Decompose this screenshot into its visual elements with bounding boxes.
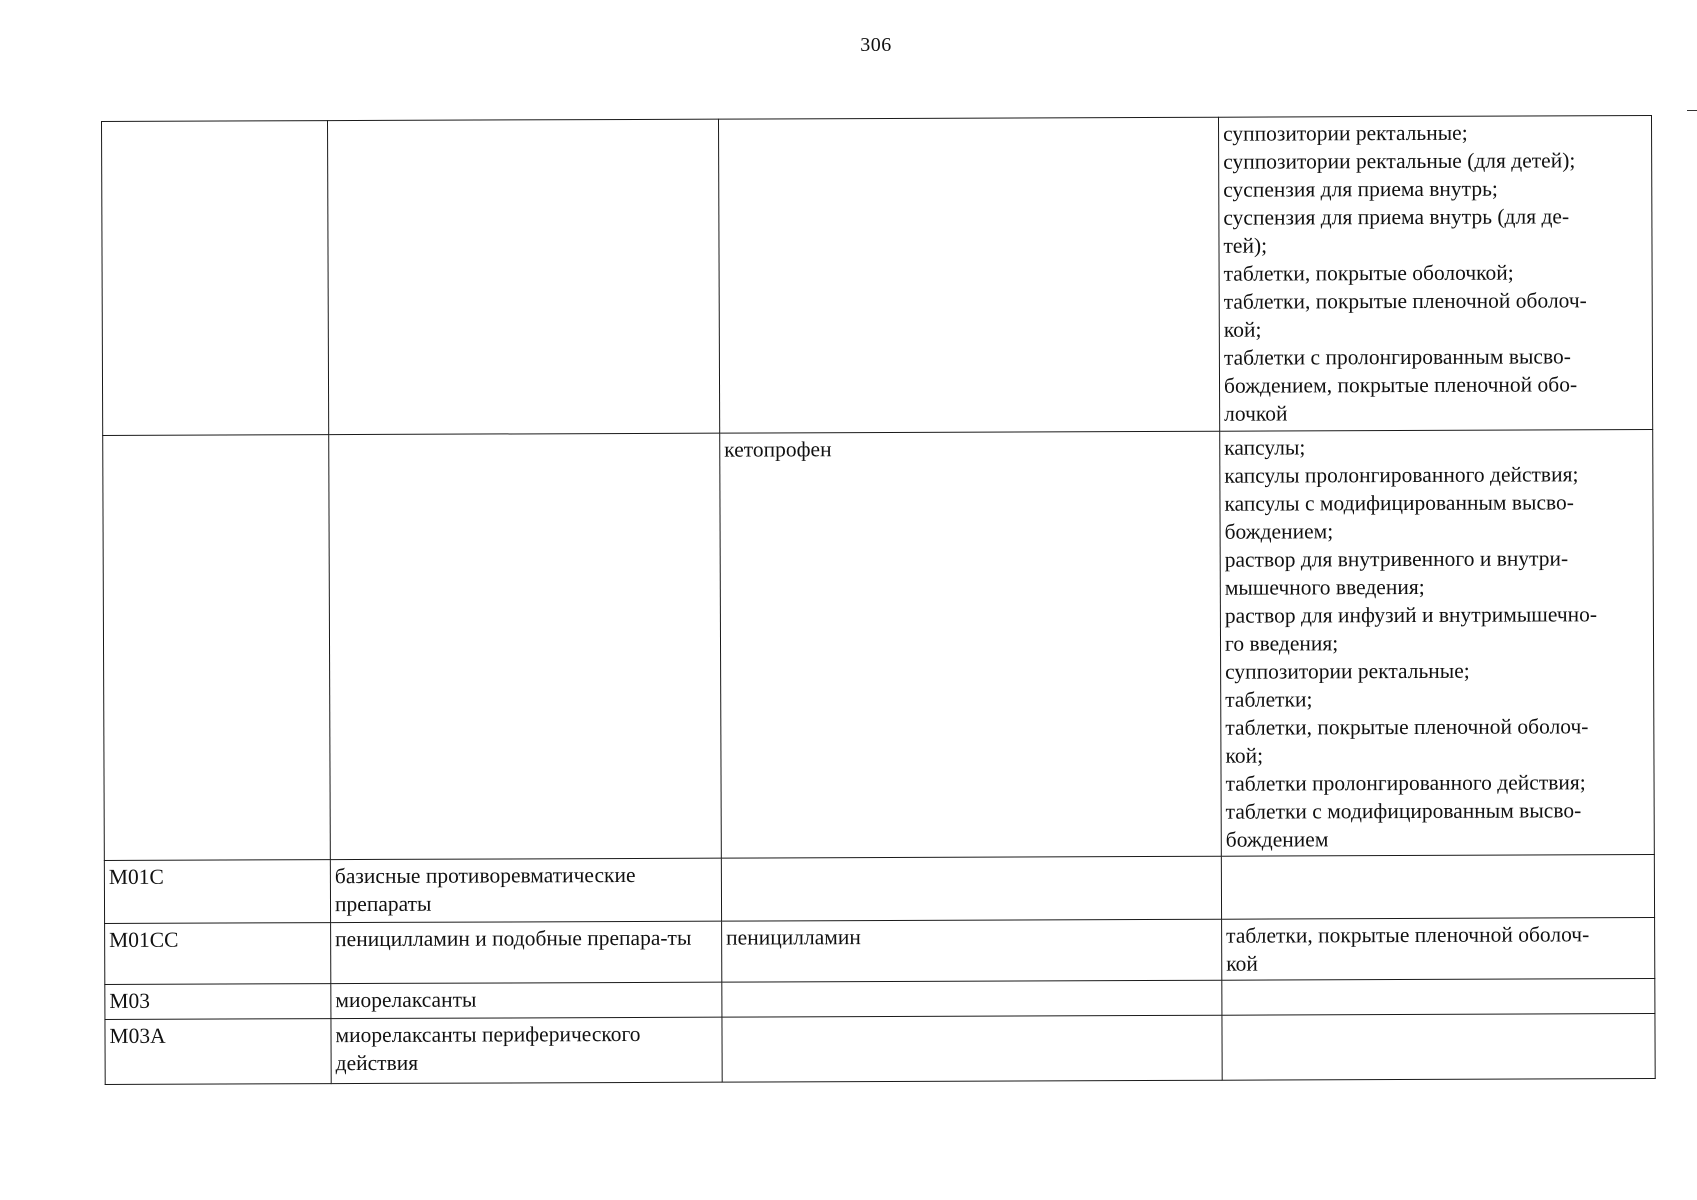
group-name-cell: миорелаксанты [331, 982, 722, 1019]
dosage-forms-cell [1222, 918, 1655, 981]
dosage-form-line: кой; [1225, 743, 1264, 768]
dosage-form-line: мышечного введения; [1224, 574, 1425, 600]
dosage-form-line: бождением [1225, 827, 1329, 852]
table-row [102, 116, 1653, 436]
dosage-form-line: бождением, покрытые пленочной обо- [1223, 372, 1578, 398]
table-row [105, 979, 1655, 1020]
group-name-cell: базисные противоревматические препараты [330, 858, 721, 923]
drug-name-cell [722, 980, 1222, 1017]
drug-name-cell: кетопрофен [720, 431, 1222, 858]
drug-name-cell [718, 117, 1219, 433]
dosage-form-line: капсулы пролонгированного действия; [1224, 462, 1579, 488]
dosage-form-line: таблетки; [1225, 687, 1313, 712]
group-name-cell: пеницилламин и подобные препара-ты [331, 921, 722, 984]
dosage-form-line: кой; [1223, 317, 1262, 342]
atc-code-cell: M03 [105, 984, 331, 1020]
dosage-form-line: таблетки, покрытые пленочной оболоч- [1226, 922, 1590, 948]
group-name-cell: миорелаксанты периферического действия [331, 1017, 722, 1084]
dosage-form-line: тей); [1223, 233, 1268, 258]
dosage-form-line: кой [1226, 951, 1258, 976]
dosage-form-line: таблетки пролонгированного действия; [1225, 770, 1586, 796]
drug-name-cell [721, 856, 1221, 921]
dosage-form-line: раствор для инфузий и внутримышечно- [1224, 602, 1598, 628]
atc-code-cell [102, 121, 329, 436]
drug-name-cell: пеницилламин [722, 919, 1222, 982]
dosage-forms-cell [1220, 430, 1655, 857]
drug-name-cell [722, 1015, 1222, 1082]
table-row [105, 1014, 1655, 1085]
dosage-form-line: бождением; [1224, 519, 1334, 544]
group-name-cell [328, 119, 720, 434]
table-row [104, 855, 1654, 924]
dosage-form-line: таблетки с модифицированным высво- [1225, 798, 1582, 824]
dosage-form-line: суппозитории ректальные; [1225, 658, 1470, 684]
atc-code-cell: M03A [105, 1019, 331, 1085]
dosage-form-line: раствор для внутривенного и внутри- [1224, 546, 1569, 572]
atc-code-cell [103, 435, 331, 861]
dosage-form-line: суспензия для приема внутрь (для де- [1223, 204, 1570, 230]
dosage-form-line: суппозитории ректальные; [1223, 120, 1468, 146]
dosage-form-line: суппозитории ректальные (для детей); [1223, 148, 1576, 174]
dosage-forms-cell [1218, 116, 1652, 432]
atc-code-cell: M01C [104, 860, 330, 924]
dosage-form-line: суспензия для приема внутрь; [1223, 176, 1498, 202]
dosage-form-line: таблетки, покрытые оболочкой; [1223, 260, 1514, 286]
medication-table [101, 115, 1656, 1085]
table-row [105, 918, 1655, 985]
dosage-form-line: таблетки с пролонгированным высво- [1223, 344, 1571, 370]
dosage-form-line: го введения; [1224, 631, 1339, 656]
dosage-form-line: капсулы с модифицированным высво- [1224, 490, 1574, 516]
dosage-form-line: лочкой [1224, 401, 1288, 426]
page-number: 306 [860, 34, 892, 56]
dosage-forms-cell [1222, 1014, 1655, 1081]
dosage-form-line: таблетки, покрытые пленочной оболоч- [1225, 714, 1589, 740]
dosage-forms-cell [1221, 855, 1654, 920]
atc-code-cell: M01CC [105, 923, 331, 985]
dosage-form-line: капсулы; [1224, 435, 1306, 460]
dosage-forms-cell [1222, 979, 1655, 1016]
dosage-form-line: таблетки, покрытые пленочной оболоч- [1223, 288, 1587, 314]
margin-mark [1687, 110, 1697, 111]
group-name-cell [329, 433, 722, 859]
table-row [103, 430, 1655, 861]
